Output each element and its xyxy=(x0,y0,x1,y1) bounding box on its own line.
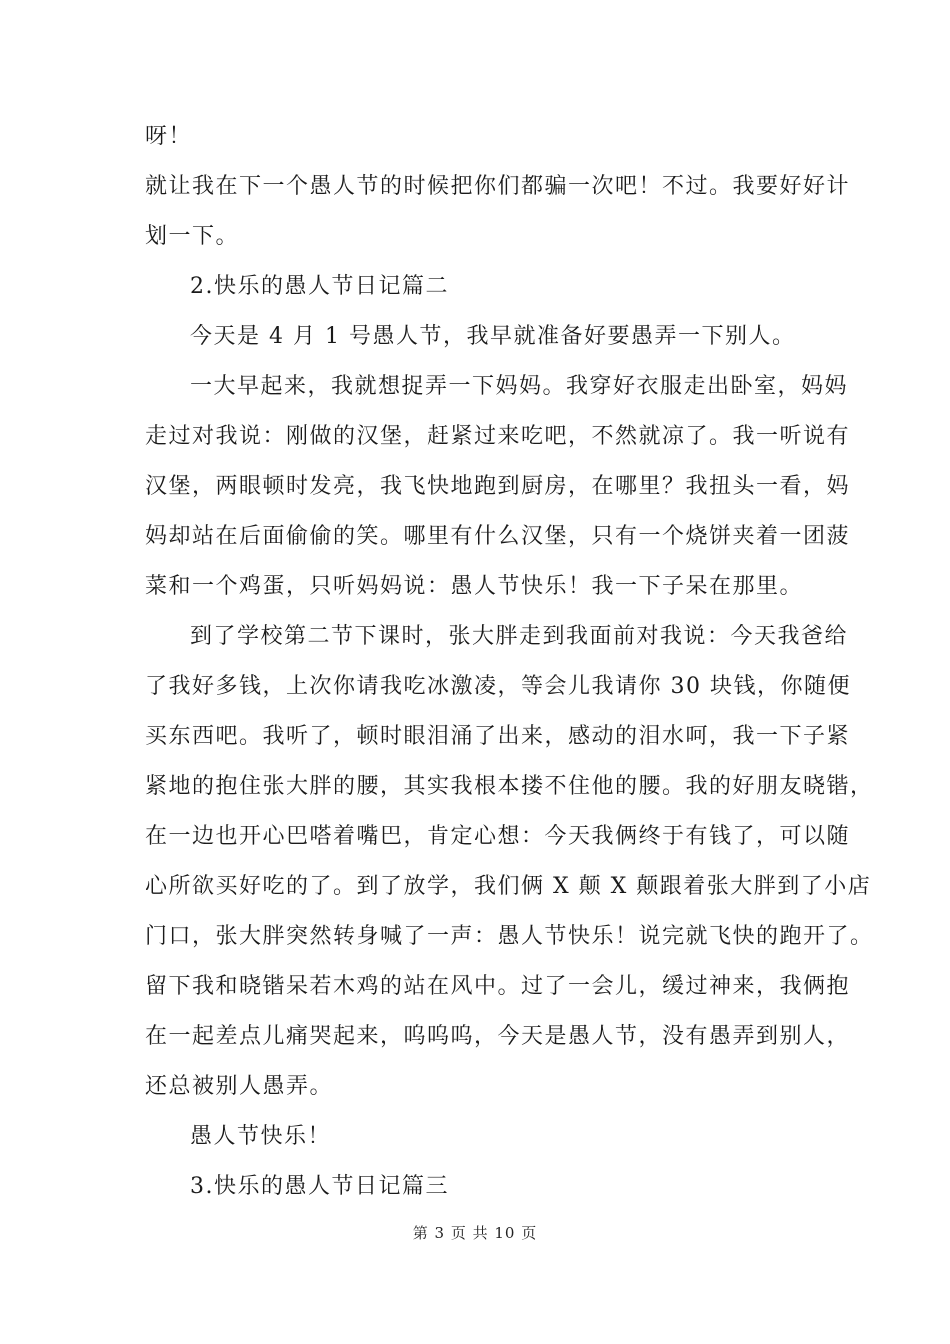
text-line: 留下我和晓锴呆若木鸡的站在风中。过了一会儿，缓过神来，我俩抱 xyxy=(145,974,851,999)
text-line: 走过对我说：刚做的汉堡，赶紧过来吃吧，不然就凉了。我一听说有 xyxy=(145,424,851,449)
text-line: 妈却站在后面偷偷的笑。哪里有什么汉堡，只有一个烧饼夹着一团菠 xyxy=(145,524,851,549)
text-line: 愚人节快乐！ xyxy=(190,1124,332,1149)
text-line: 菜和一个鸡蛋，只听妈妈说：愚人节快乐！我一下子呆在那里。 xyxy=(145,574,804,599)
text-line: 划一下。 xyxy=(145,224,240,249)
section-heading: 2.快乐的愚人节日记篇二 xyxy=(190,274,449,299)
page-number-footer: 第 3 页 共 10 页 xyxy=(412,1224,538,1242)
text-line: 买东西吧。我听了，顿时眼泪涌了出来，感动的泪水呵，我一下子紧 xyxy=(145,724,851,749)
section-heading: 3.快乐的愚人节日记篇三 xyxy=(190,1174,449,1199)
text-line: 还总被别人愚弄。 xyxy=(145,1074,334,1099)
text-line: 汉堡，两眼顿时发亮，我飞快地跑到厨房，在哪里？我扭头一看，妈 xyxy=(145,474,851,499)
text-line: 今天是 4 月 1 号愚人节，我早就准备好要愚弄一下别人。 xyxy=(190,324,796,349)
text-line: 在一边也开心巴嗒着嘴巴，肯定心想：今天我俩终于有钱了，可以随 xyxy=(145,824,851,849)
text-line: 一大早起来，我就想捉弄一下妈妈。我穿好衣服走出卧室，妈妈 xyxy=(190,374,849,399)
text-line: 就让我在下一个愚人节的时候把你们都骗一次吧！不过。我要好好计 xyxy=(145,174,851,199)
text-line: 呀！ xyxy=(145,124,193,149)
text-line: 心所欲买好吃的了。到了放学，我们俩 X 颠 X 颠跟着张大胖到了小店 xyxy=(145,874,872,899)
text-line: 在一起差点儿痛哭起来，呜呜呜，今天是愚人节，没有愚弄到别人， xyxy=(145,1024,851,1049)
text-line: 了我好多钱，上次你请我吃冰激凌，等会儿我请你 30 块钱，你随便 xyxy=(145,674,851,699)
text-line: 紧地的抱住张大胖的腰，其实我根本搂不住他的腰。我的好朋友晓锴， xyxy=(145,774,874,799)
text-line: 到了学校第二节下课时，张大胖走到我面前对我说：今天我爸给 xyxy=(190,624,849,649)
text-line: 门口，张大胖突然转身喊了一声：愚人节快乐！说完就飞快的跑开了。 xyxy=(145,924,874,949)
document-body xyxy=(145,112,874,1212)
